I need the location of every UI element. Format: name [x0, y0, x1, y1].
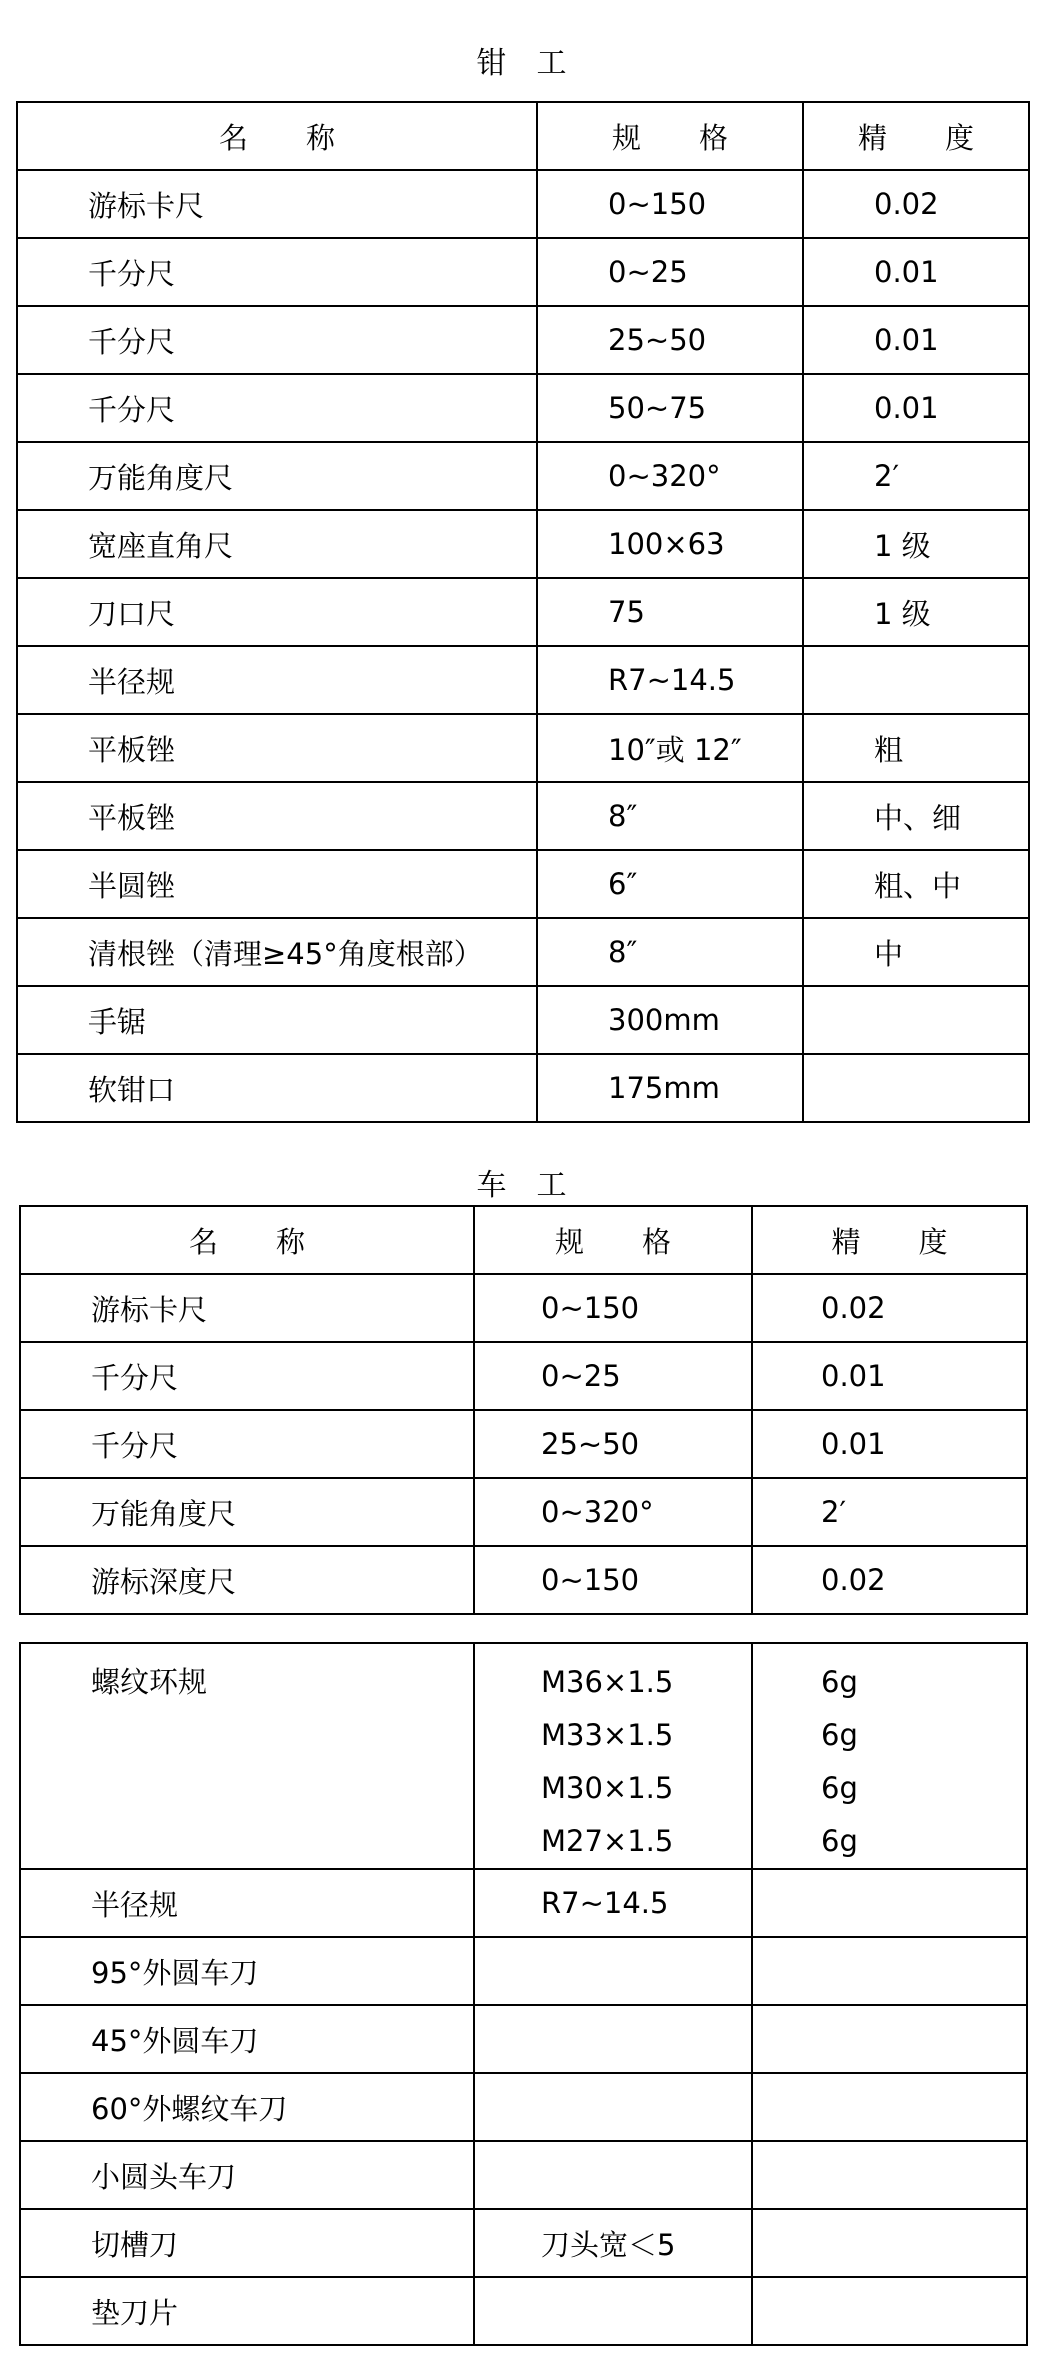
tool-spec: 0~150 [474, 1274, 752, 1342]
tool-precision [752, 2209, 1027, 2277]
tool-name: 垫刀片 [20, 2277, 474, 2345]
tool-precision [803, 986, 1029, 1054]
tool-name: 软钳口 [17, 1054, 537, 1122]
tool-name: 千分尺 [17, 306, 537, 374]
thread-spec: M30×1.5 [541, 1771, 674, 1805]
tool-spec: 0~150 [474, 1546, 752, 1614]
thread-grade: 6g [821, 1718, 858, 1752]
tool-spec: 75 [537, 578, 803, 646]
thread-spec: M27×1.5 [541, 1824, 674, 1858]
table-row [17, 306, 1029, 374]
tool-name: 宽座直角尺 [17, 510, 537, 578]
table-row [17, 918, 1029, 986]
tool-name: 游标卡尺 [17, 170, 537, 238]
tool-name: 清根锉（清理≥45°角度根部） [17, 918, 537, 986]
tool-precision: 粗 [803, 714, 1029, 782]
tool-spec: 6″ [537, 850, 803, 918]
tool-spec: 0~25 [474, 1342, 752, 1410]
tool-spec: 50~75 [537, 374, 803, 442]
tool-precision [752, 2141, 1027, 2209]
thread-spec: M33×1.5 [541, 1718, 674, 1752]
table-row [17, 782, 1029, 850]
table-header-row [20, 1206, 1027, 1274]
tool-name: 千分尺 [17, 374, 537, 442]
section1-title: 钳 工 [476, 46, 567, 81]
tool-precision [752, 2073, 1027, 2141]
thread-grade: 6g [821, 1665, 858, 1699]
thread-spec: M36×1.5 [541, 1665, 674, 1699]
thread-gauge-name: 螺纹环规 [91, 1665, 208, 1699]
tool-name: 手锯 [17, 986, 537, 1054]
tool-name: 万能角度尺 [17, 442, 537, 510]
table-row [20, 2277, 1027, 2345]
header-name: 名 称 [17, 102, 537, 170]
table-row [20, 2073, 1027, 2141]
tool-name: 游标卡尺 [20, 1274, 474, 1342]
tool-spec: R7~14.5 [474, 1869, 752, 1937]
tool-spec: 175mm [537, 1054, 803, 1122]
tool-spec: 300mm [537, 986, 803, 1054]
tool-spec: 0~25 [537, 238, 803, 306]
table-row [17, 442, 1029, 510]
tool-name: 千分尺 [17, 238, 537, 306]
table-row [17, 170, 1029, 238]
fitter-tools-table [16, 101, 1030, 1123]
tool-name: 刀口尺 [17, 578, 537, 646]
tool-spec: 25~50 [537, 306, 803, 374]
tool-precision: 中 [803, 918, 1029, 986]
table-row [17, 646, 1029, 714]
tool-spec [474, 2073, 752, 2141]
tool-name: 半径规 [17, 646, 537, 714]
table-row [20, 1274, 1027, 1342]
tool-name: 万能角度尺 [20, 1478, 474, 1546]
tool-spec: R7~14.5 [537, 646, 803, 714]
tool-spec: 25~50 [474, 1410, 752, 1478]
tool-spec [474, 2005, 752, 2073]
tool-spec [474, 1643, 752, 1869]
tool-precision [803, 1054, 1029, 1122]
table-row [17, 238, 1029, 306]
header-name: 名 称 [20, 1206, 474, 1274]
tool-name: 平板锉 [17, 714, 537, 782]
table-row [17, 510, 1029, 578]
tool-spec [474, 1937, 752, 2005]
tool-spec [474, 2277, 752, 2345]
tool-spec [474, 2141, 752, 2209]
tool-precision: 1 级 [803, 578, 1029, 646]
header-spec: 规 格 [474, 1206, 752, 1274]
header-precision: 精 度 [752, 1206, 1027, 1274]
tool-spec: 10″或 12″ [537, 714, 803, 782]
tool-name: 半径规 [20, 1869, 474, 1937]
tool-name: 半圆锉 [17, 850, 537, 918]
tool-precision: 2′ [752, 1478, 1027, 1546]
table-row [20, 1643, 1027, 1869]
tool-precision: 2′ [803, 442, 1029, 510]
lathe-gauges-cutters-table [19, 1642, 1028, 2346]
table-row [20, 1342, 1027, 1410]
tool-name: 切槽刀 [20, 2209, 474, 2277]
tool-name: 45°外圆车刀 [20, 2005, 474, 2073]
tool-name: 60°外螺纹车刀 [20, 2073, 474, 2141]
table-row [17, 986, 1029, 1054]
tool-precision: 0.01 [803, 374, 1029, 442]
tool-precision: 0.02 [752, 1274, 1027, 1342]
header-spec: 规 格 [537, 102, 803, 170]
thread-grade: 6g [821, 1771, 858, 1805]
tool-name: 游标深度尺 [20, 1546, 474, 1614]
tool-spec: 刀头宽＜5 [474, 2209, 752, 2277]
tool-spec: 8″ [537, 782, 803, 850]
tool-precision [752, 1937, 1027, 2005]
table-row [17, 374, 1029, 442]
table-row [20, 1869, 1027, 1937]
table-row [17, 1054, 1029, 1122]
table-header-row [17, 102, 1029, 170]
tool-precision [752, 2005, 1027, 2073]
table-row [20, 1546, 1027, 1614]
tool-precision: 0.02 [752, 1546, 1027, 1614]
table-row [17, 714, 1029, 782]
tool-name: 千分尺 [20, 1410, 474, 1478]
tool-spec: 0~320° [537, 442, 803, 510]
tool-precision: 0.02 [803, 170, 1029, 238]
tool-spec: 100×63 [537, 510, 803, 578]
tool-precision: 0.01 [803, 238, 1029, 306]
table-row [17, 850, 1029, 918]
tool-name: 平板锉 [17, 782, 537, 850]
table-row [20, 1937, 1027, 2005]
table-row [20, 1478, 1027, 1546]
tool-precision [752, 1869, 1027, 1937]
header-precision: 精 度 [803, 102, 1029, 170]
table-row [17, 578, 1029, 646]
table-row [20, 2141, 1027, 2209]
tool-name [20, 1643, 474, 1869]
tool-precision: 0.01 [752, 1342, 1027, 1410]
tool-spec: 8″ [537, 918, 803, 986]
tool-precision: 1 级 [803, 510, 1029, 578]
table-row [20, 2209, 1027, 2277]
tool-precision [803, 646, 1029, 714]
tool-precision [752, 2277, 1027, 2345]
tool-spec: 0~150 [537, 170, 803, 238]
lathe-tools-table [19, 1205, 1028, 1615]
tool-spec: 0~320° [474, 1478, 752, 1546]
section2-title: 车 工 [476, 1168, 567, 1203]
thread-grade: 6g [821, 1824, 858, 1858]
tool-name: 千分尺 [20, 1342, 474, 1410]
tool-name: 95°外圆车刀 [20, 1937, 474, 2005]
tool-precision [752, 1643, 1027, 1869]
tool-precision: 粗、中 [803, 850, 1029, 918]
tool-precision: 0.01 [752, 1410, 1027, 1478]
tool-precision: 0.01 [803, 306, 1029, 374]
table-row [20, 1410, 1027, 1478]
table-row [20, 2005, 1027, 2073]
tool-name: 小圆头车刀 [20, 2141, 474, 2209]
tool-precision: 中、细 [803, 782, 1029, 850]
